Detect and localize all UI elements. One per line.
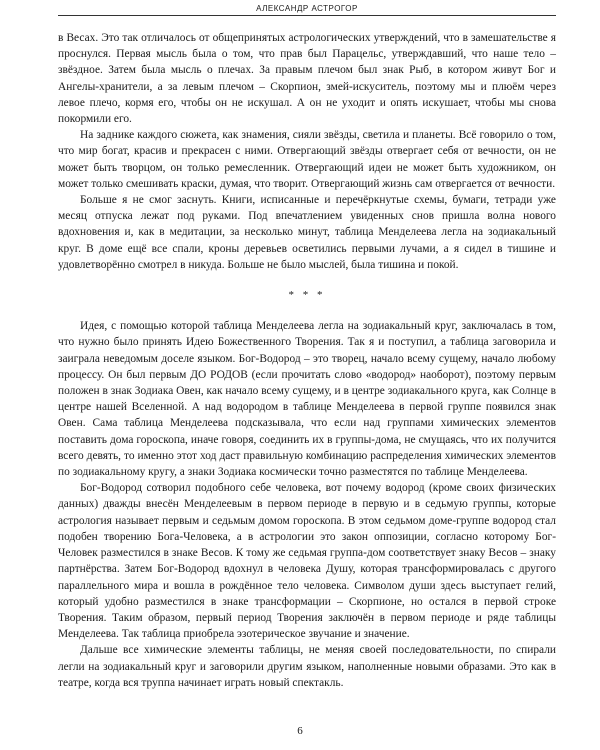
paragraph: Бог-Водород сотворил подобного себе человека, вот почему водород (кроме своих физических данных) дважды внесён Менделеевым в первом периоде в первую и в седьмую группы, которые астрология называет первым и седьмым домом гороскопа. В этом седьмом доме-группе водород стал подобен творению Бога-Человека, а в астрологии это закон оппозиции, согласно которому Бог-Человек разместился в знаке Весов. К тому же седьмая группа-дом соответствует знаку Весов – знаку партнёрства. Затем Бог-Водород вдохнул в человека Душу, которая трансформировалась с другого параллельного мира и вошла в рождённое тело человека. Символом души здесь выступает гелий, который удобно разместился в знаке трансформации – Скорпионе, но остался в первой строке Творения. Таким образом, первый период Творения заключён в первом периоде и ряде таблицы Менделеева. Так таблица приобрела эзотерическое звучание и значение. — [58, 482, 556, 641]
page-body — [58, 30, 556, 691]
paragraph: Идея, с помощью которой таблица Менделеева легла на зодиакальный круг, заключалась в том, что нужно было принять Идею Божественного Творения. Так я и поступил, а таблица заговорила и заиграла неведомым доселе языком. Бог-Водород – это творец, начало всему сущему, начало любому процессу. Он был первым ДО РОДОВ (если прочитать слово «водород» наоборот), поэтому первым положен в знак Зодиака Овен, как начало всему сущему, и в центре зодиакального круга, как Солнце в центре нашей Вселенной. А над водородом в таблице Менделеева в первой группе появился знак Овен. Сама таблица Менделеева подсказывала, что если над группами химических элементов поставить дома гороскопа, иначе говоря, соединить их в группы-дома, не смущаясь, что их получится всего девять, то именно этот ход даст правильную комбинацию распределения химических элементов по зодиакальному кругу, а знаки Зодиака космически точно разместятся по таблице Менделеева. — [58, 320, 556, 479]
page-number: 6 — [297, 725, 303, 737]
section-divider: * * * — [288, 289, 326, 302]
paragraph: На заднике каждого сюжета, как знамения, сияли звёзды, светила и планеты. Всё говорило о том, что мир богат, красив и прекрасен с ними. Отвергающий звёзды отвергает себя от вечности, он не может быть творцом, он только ремесленник. Отвергающий идеи не может быть художником, он может только смешивать краски, думая, что творит. Отвергающий жизнь сам отвергается от вечности. — [58, 129, 556, 190]
running-header — [58, 4, 556, 16]
paragraph: в Весах. Это так отличалось от общепринятых астрологических утверждений, что в замешательстве я проснулся. Первая мысль была о том, что прав был Парацельс, утверждавший, что наше тело – звёздное. Затем была мысль о плечах. За правым плечом был знак Рыб, в котором живут Бог и Ангелы-хранители, а за левым плечом – Скорпион, змей-искуситель, поэтому мы и плюём через левое плечо, кормя его, чтобы он не искушал. А он не уходит и опять искушает, чтобы мы снова покормили его. — [58, 32, 556, 126]
paragraph: Больше я не смог заснуть. Книги, исписанные и перечёркнутые схемы, бумаги, тетради уже месяц отпуска лежат под руками. Под впечатлением увиденных снов пришла волна нового вдохновения и, как в медитации, за несколько минут, таблица Менделеева легла на зодиакальный круг. В доме ещё все спали, кроны деревьев осветились первыми лучами, а я сидел в тишине и удовлетворённо смотрел в никуда. Больше не было мыслей, была тишина и покой. — [58, 194, 556, 271]
paragraph: Дальше все химические элементы таблицы, не меняя своей последовательности, по спирали легли на зодиакальный круг и заговорили другим языком, наполненные новыми образами. Это как в театре, когда вся труппа начинает играть новый спектакль. — [58, 644, 556, 689]
running-title: АЛЕКСАНДР АСТРОГОР — [256, 4, 358, 13]
